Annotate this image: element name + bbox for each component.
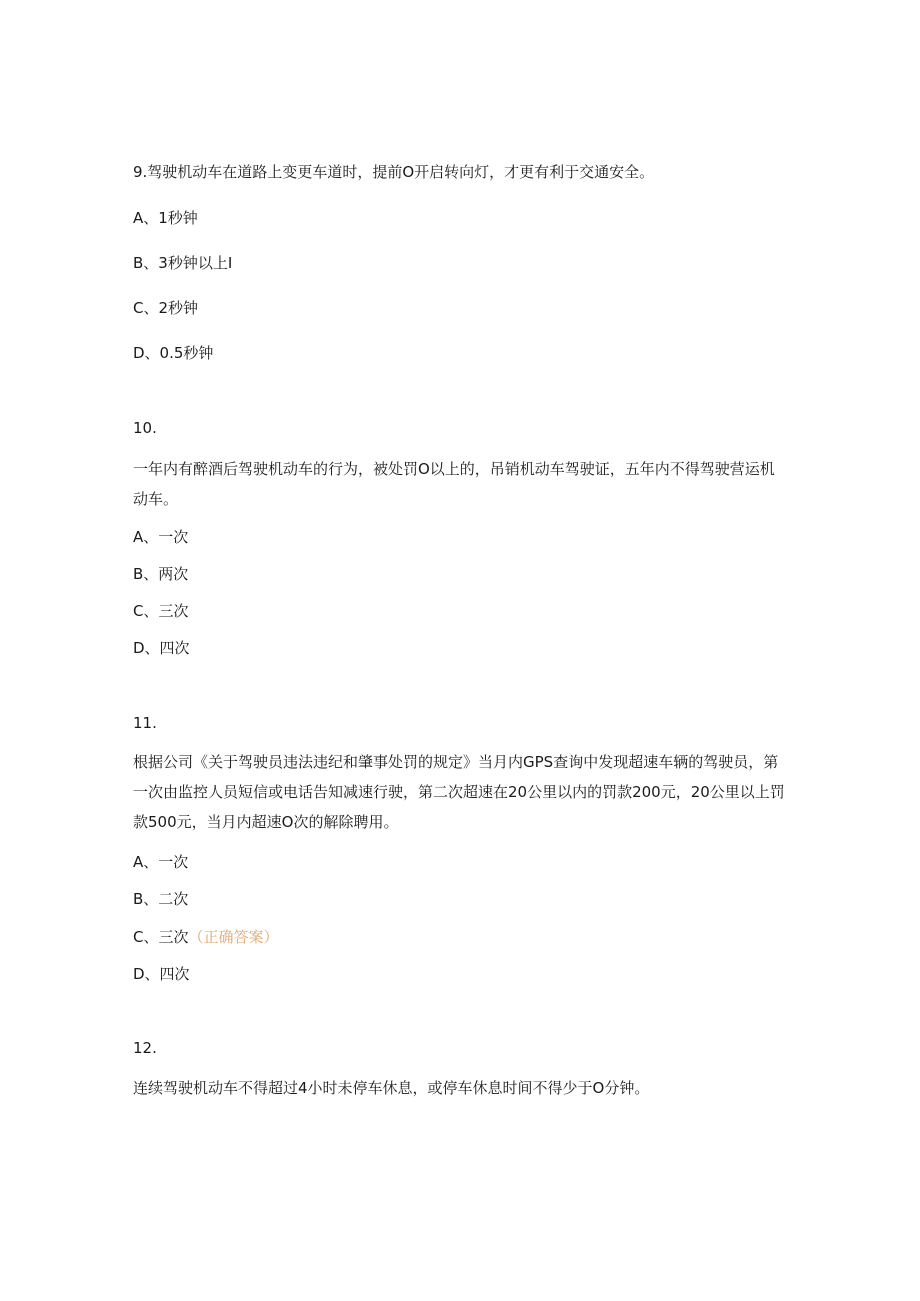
question-9-option-d[interactable]: D、0.5秒钟 (133, 344, 214, 362)
question-11-option-a[interactable]: A、一次 (133, 853, 189, 871)
question-10-option-d[interactable]: D、四次 (133, 639, 190, 657)
correct-answer-note: （正确答案） (188, 928, 279, 946)
question-11-option-c-row[interactable] (133, 925, 279, 949)
question-10-stem: 一年内有醉酒后驾驶机动车的行为，被处罚O以上的，吊销机动车驾驶证，五年内不得驾驶营运机动车。 (133, 460, 775, 508)
question-12-number: 12. (133, 1039, 157, 1057)
question-9-stem: 9.驾驶机动车在道路上变更车道时，提前O开启转向灯，才更有利于交通安全。 (133, 163, 655, 181)
question-9-option-c[interactable]: C、2秒钟 (133, 299, 199, 317)
question-9-option-a[interactable]: A、1秒钟 (133, 209, 198, 227)
question-11-option-c[interactable]: C、三次 (133, 928, 189, 946)
question-11-number: 11. (133, 714, 157, 732)
question-10-option-a[interactable]: A、一次 (133, 528, 189, 546)
question-11-option-d[interactable]: D、四次 (133, 965, 190, 983)
question-10-option-b[interactable]: B、两次 (133, 565, 189, 583)
question-10-option-c[interactable]: C、三次 (133, 602, 189, 620)
question-11-option-b[interactable]: B、二次 (133, 890, 189, 908)
question-11-stem: 根据公司《关于驾驶员违法违纪和肇事处罚的规定》当月内GPS查询中发现超速车辆的驾驶员，第一次由监控人员短信或电话告知减速行驶，第二次超速在20公里以内的罚款200元，20公里以上罚款500元，当月内超速O次的解除聘用。 (133, 753, 785, 831)
question-10-number: 10. (133, 419, 157, 437)
question-9-option-b[interactable]: B、3秒钟以上I (133, 254, 233, 272)
question-12-stem: 连续驾驶机动车不得超过4小时未停车休息，或停车休息时间不得少于O分钟。 (133, 1079, 650, 1097)
